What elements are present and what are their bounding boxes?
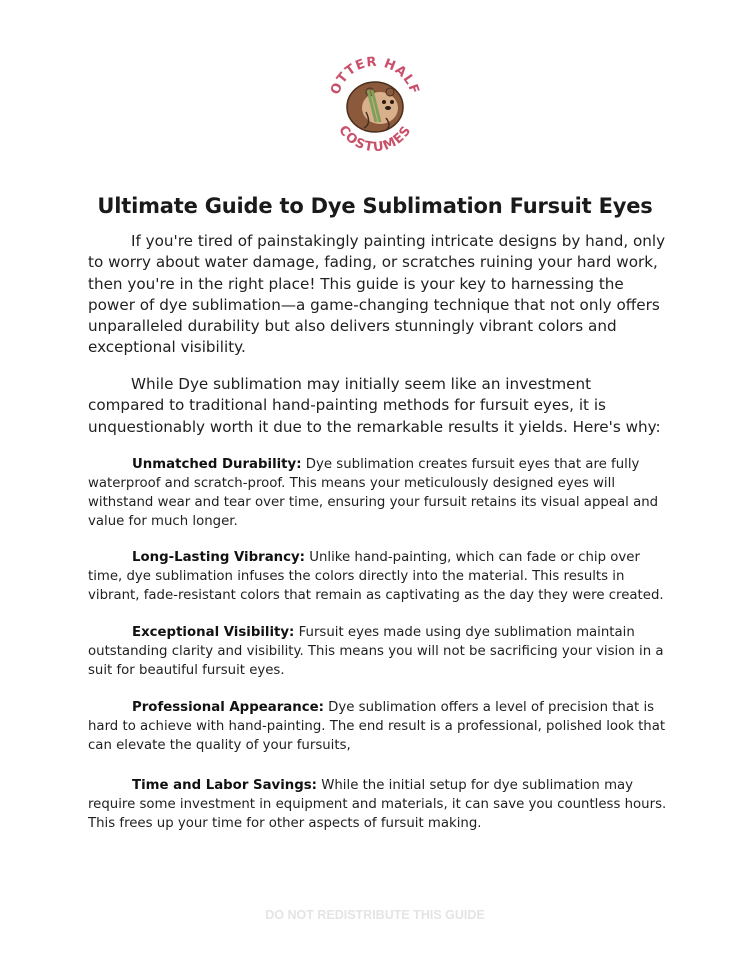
redistribution-notice: DO NOT REDISTRIBUTE THIS GUIDE <box>265 908 485 922</box>
otter-half-costumes-logo <box>322 50 428 156</box>
intro-paragraph: While Dye sublimation may initially seem like an investment compared to traditional hand-painting methods for fursuit eyes, it is unquestionably worth it due to the remarkable results it yields. Here's why: <box>88 375 661 436</box>
benefit-text: Fursuit eyes made using dye sublimation maintain outstanding clarity and visibility. This means you will not be sacrificing your vision in a suit for beautiful fursuit eyes. <box>88 625 664 678</box>
benefit-heading: Professional Appearance: <box>132 700 324 715</box>
benefit-item <box>88 455 668 531</box>
benefit-text: Dye sublimation creates fursuit eyes that are fully waterproof and scratch-proof. This means your meticulously designed eyes will withstand wear and tear over time, ensuring your fursuit retains its visual appeal and value for much longer. <box>88 457 659 529</box>
benefit-heading: Time and Labor Savings: <box>132 778 317 793</box>
intro-paragraph: If you're tired of painstakingly painting intricate designs by hand, only to worry about water damage, fading, or scratches ruining your hard work, then you're in the right place! This guide is your key to harnessing the power of dye sublimation—a game-changing technique that not only offers unparalleled durability but also delivers stunningly vibrant colors and exceptional visibility. <box>88 232 666 357</box>
benefit-heading: Exceptional Visibility: <box>132 625 295 640</box>
benefit-heading: Long-Lasting Vibrancy: <box>132 550 305 565</box>
page-title: Ultimate Guide to Dye Sublimation Fursuit Eyes <box>97 194 653 218</box>
benefit-item <box>88 623 668 680</box>
benefit-heading: Unmatched Durability: <box>132 457 302 472</box>
benefit-text: Dye sublimation offers a level of precision that is hard to achieve with hand-painting. The end result is a professional, polished look that can elevate the quality of your fursuits, <box>88 700 666 753</box>
benefit-item <box>88 698 668 755</box>
benefit-item <box>88 776 668 833</box>
logo-text-top: OTTER HALF <box>328 54 422 97</box>
benefit-text: Unlike hand-painting, which can fade or chip over time, dye sublimation infuses the colors directly into the material. This results in vibrant, fade-resistant colors that remain as captivating as the day they were created. <box>88 550 664 603</box>
benefit-text: While the initial setup for dye sublimation may require some investment in equipment and materials, it can save you countless hours. This frees up your time for other aspects of fursuit making. <box>88 778 667 831</box>
otter-mascot-icon <box>347 82 403 132</box>
benefit-item <box>88 548 668 605</box>
logo-text-bottom: COSTUMES <box>335 123 415 156</box>
